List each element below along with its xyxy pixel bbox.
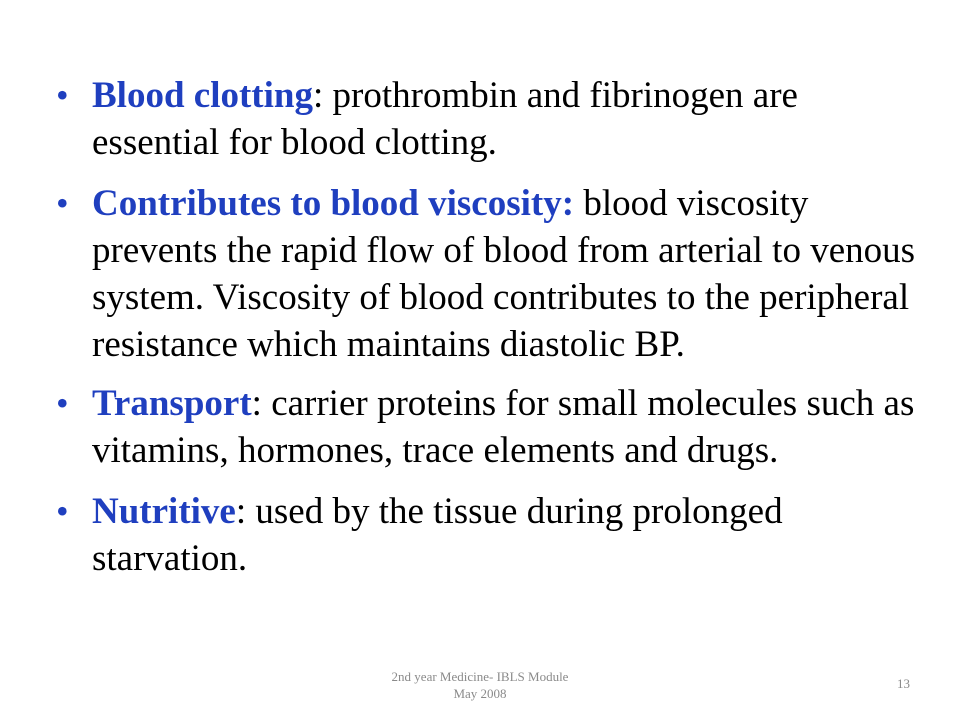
bullet-text: prothrombin and fibrinogen are essential for blood clotting. (92, 75, 798, 163)
bullet-dot-icon: • (56, 75, 69, 115)
footer-module-label: 2nd year Medicine- IBLS Module (391, 669, 569, 684)
footer-date: May 2008 (453, 686, 507, 701)
bullet-term: Nutritive (92, 491, 236, 532)
bullet-blood-clotting (54, 72, 934, 166)
bullet-text: used by the tissue during prolonged starvation. (92, 491, 783, 579)
bullet-text: carrier proteins for small molecules such as vitamins, hormones, trace elements and drugs. (92, 383, 915, 471)
bullet-dot-icon: • (56, 383, 69, 423)
slide-footer (340, 668, 620, 702)
bullet-term-punct: : (251, 383, 262, 424)
bullet-term-punct: : (235, 491, 247, 532)
slide-page-number: 13 (897, 676, 910, 691)
bullet-transport (54, 380, 934, 474)
bullet-nutritive (54, 488, 934, 582)
bullet-term: Transport (92, 383, 252, 424)
bullet-dot-icon: • (56, 491, 69, 531)
bullet-blood-viscosity (54, 180, 934, 368)
bullet-term: Blood clotting (92, 75, 313, 116)
bullet-term-punct: : (313, 75, 324, 116)
bullet-text: blood viscosity prevents the rapid flow of blood from arterial to venous system. Viscosity of blood contributes to the peripheral resistance which maintains diastolic BP. (92, 183, 916, 365)
bullet-term: Contributes to blood viscosity (92, 183, 562, 224)
bullet-list (54, 72, 934, 596)
bullet-dot-icon: • (56, 183, 69, 223)
bullet-term-punct: : (561, 183, 575, 224)
